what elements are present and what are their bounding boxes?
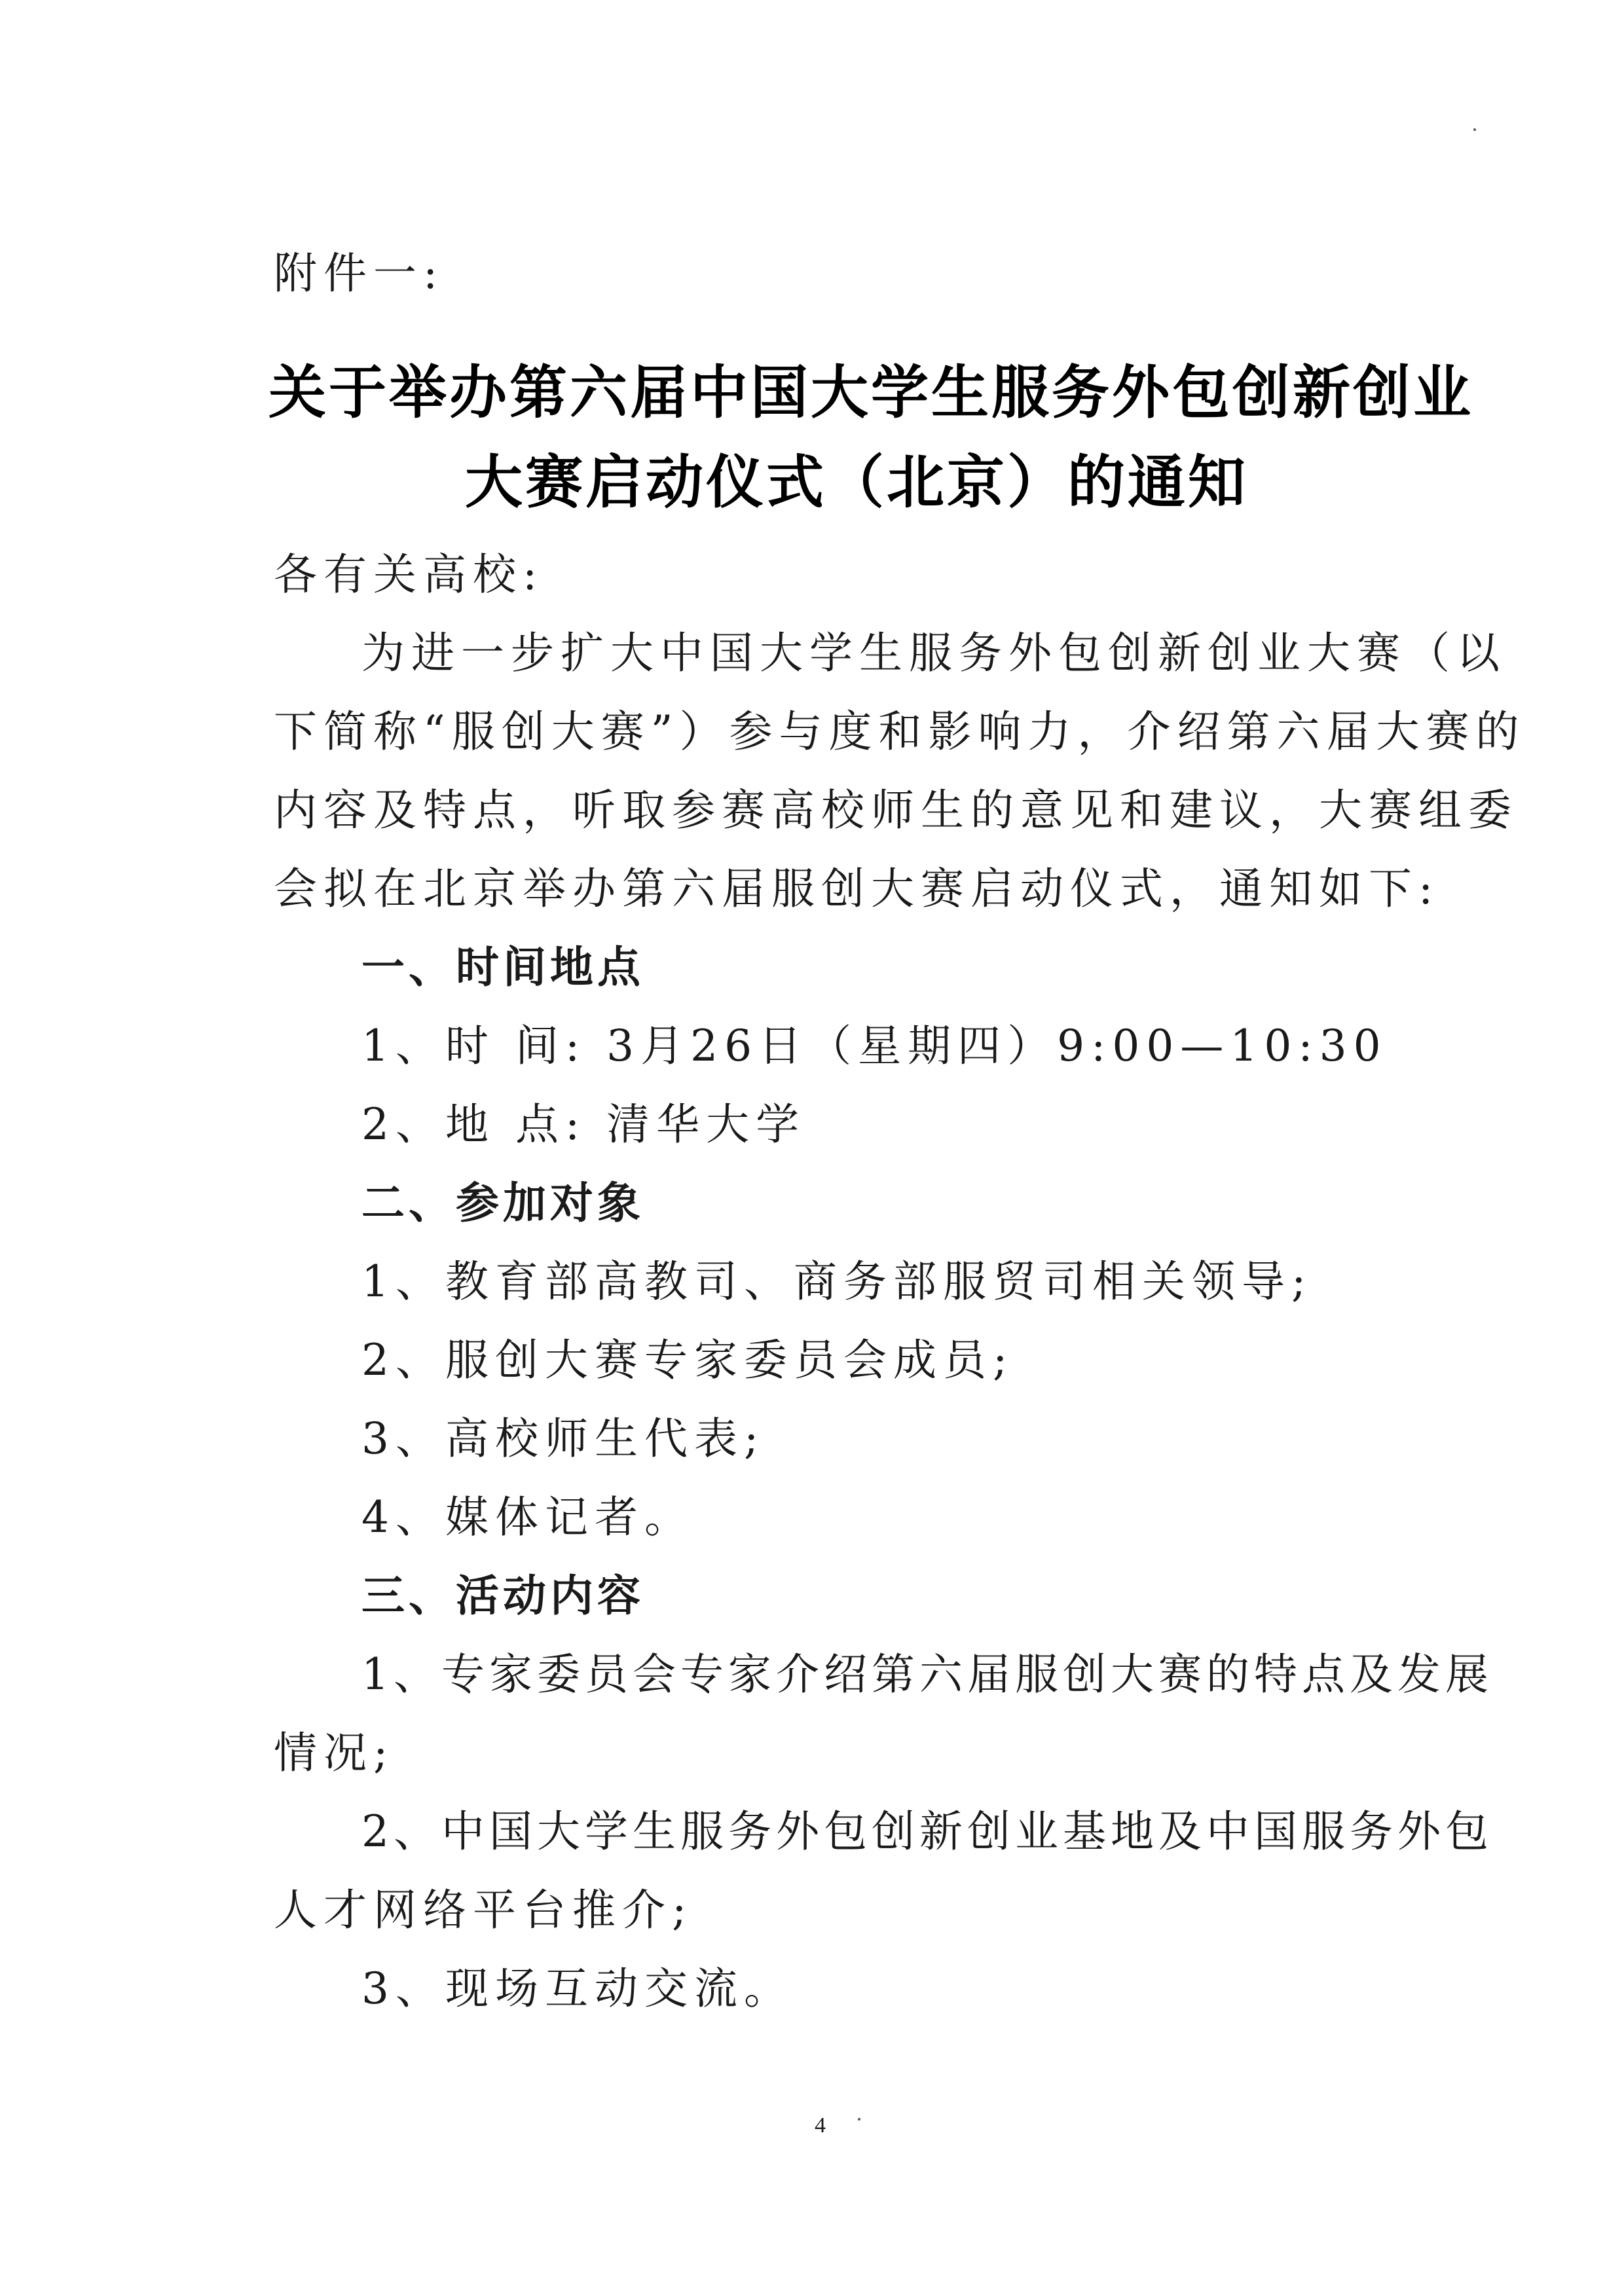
list-item: 3、高校师生代表; — [361, 1413, 766, 1464]
attachment-label: 附件一: — [274, 248, 445, 299]
scan-speck — [858, 2118, 860, 2121]
list-item: 2、服创大赛专家委员会成员; — [361, 1335, 1014, 1385]
list-item-continuation: 情况; — [274, 1728, 395, 1778]
document-title-line-2: 大赛启动仪式（北京）的通知 — [465, 448, 1249, 516]
intro-paragraph-line: 内容及特点，听取参赛高校师生的意见和建议，大赛组委 — [274, 785, 1518, 835]
intro-paragraph-line: 会拟在北京举办第六届服创大赛启动仪式，通知如下: — [274, 864, 1440, 914]
intro-paragraph-line: 为进一步扩大中国大学生服务外包创新创业大赛（以 — [361, 628, 1506, 678]
list-item: 3、现场互动交流。 — [361, 1963, 794, 2014]
section-heading-time-place: 一、时间地点 — [361, 942, 644, 993]
section-heading-activities: 三、活动内容 — [361, 1571, 644, 1621]
list-item: 2、中国大学生服务外包创新创业基地及中国服务外包 — [361, 1806, 1493, 1857]
list-item: 2、地 点: 清华大学 — [361, 1099, 806, 1150]
list-item: 1、教育部高教司、商务部服贸司相关领导; — [361, 1256, 1313, 1307]
section-heading-participants: 二、参加对象 — [361, 1178, 644, 1228]
list-item: 4、媒体记者。 — [361, 1492, 694, 1542]
list-item: 1、专家委员会专家介绍第六届服创大赛的特点及发展 — [361, 1649, 1493, 1700]
scan-speck — [1473, 128, 1476, 131]
document-title-line-1: 关于举办第六届中国大学生服务外包创新创业 — [268, 358, 1474, 426]
page-number: 4 — [815, 2113, 826, 2138]
list-item: 1、时 间: 3月26日（星期四）9:00—10:30 — [361, 1021, 1388, 1071]
salutation: 各有关高校: — [274, 549, 544, 600]
intro-paragraph-line: 下简称“服创大赛”）参与度和影响力，介绍第六届大赛的 — [274, 706, 1526, 757]
list-item-continuation: 人才网络平台推介; — [274, 1885, 693, 1935]
